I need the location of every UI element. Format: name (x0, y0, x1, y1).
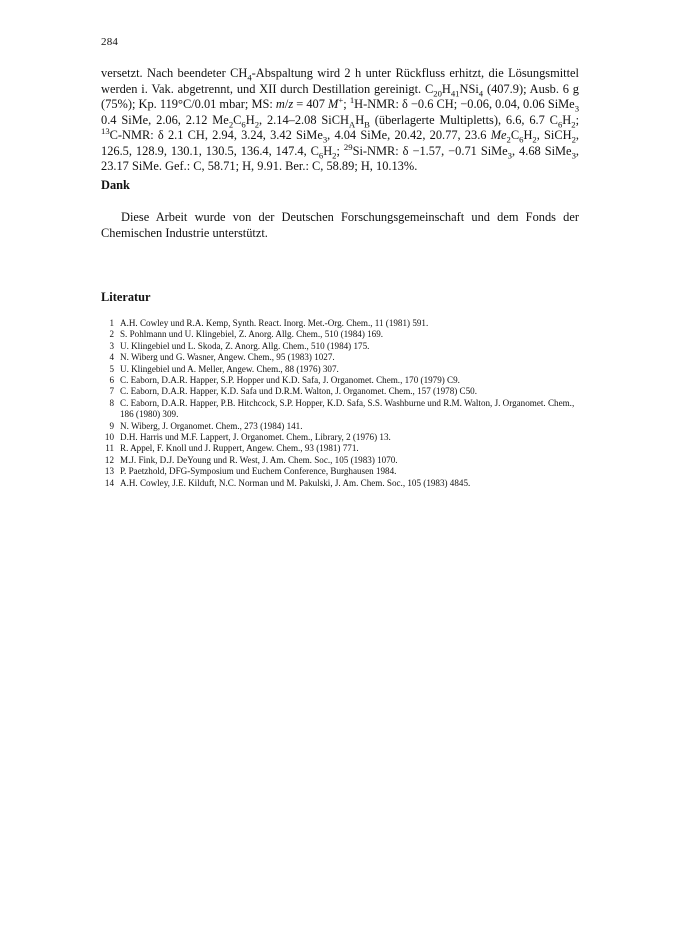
reference-list (101, 318, 579, 489)
reference-number: 3 (109, 340, 114, 351)
reference-number: 9 (109, 420, 114, 431)
reference-number: 4 (109, 352, 114, 363)
reference-number: 13 (104, 466, 114, 477)
reference-text: C. Eaborn, D.A.R. Happer, P.B. Hitchcock, S.P. Hopper, K.D. Safa, S.S. Washburne und R.M. Walton, J. Organomet. Chem., 186 (1980) 309. (120, 397, 575, 420)
reference-text: C. Eaborn, D.A.R. Happer, S.P. Hopper und K.D. Safa, J. Organomet. Chem., 170 (1979) C9. (120, 375, 460, 386)
reference-number: 7 (109, 386, 114, 397)
reference-number: 2 (109, 329, 114, 340)
reference-number: 6 (109, 375, 114, 386)
reference-text: A.H. Cowley und R.A. Kemp, Synth. React. Inorg. Met.-Org. Chem., 11 (1981) 591. (120, 318, 429, 328)
reference-text: D.H. Harris und M.F. Lappert, J. Organomet. Chem., Library, 2 (1976) 13. (120, 432, 391, 443)
reference-item (101, 421, 579, 432)
references-heading: Literatur (101, 290, 151, 304)
reference-item (101, 443, 579, 454)
reference-text: U. Klingebiel und A. Meller, Angew. Chem., 88 (1976) 307. (120, 363, 339, 374)
reference-number: 12 (104, 454, 114, 465)
reference-item (101, 364, 579, 375)
reference-text: N. Wiberg und G. Wasner, Angew. Chem., 95 (1983) 1027. (120, 352, 335, 363)
reference-item (101, 432, 579, 443)
reference-item (101, 318, 579, 329)
reference-item (101, 341, 579, 352)
reference-text: R. Appel, F. Knoll und J. Ruppert, Angew. Chem., 93 (1981) 771. (120, 443, 359, 454)
reference-number: 1 (109, 318, 114, 328)
reference-number: 14 (104, 477, 114, 488)
reference-text: U. Klingebiel und L. Skoda, Z. Anorg. Allg. Chem., 510 (1984) 175. (120, 340, 370, 351)
reference-number: 5 (109, 363, 114, 374)
reference-text: S. Pohlmann und U. Klingebiel, Z. Anorg. Allg. Chem., 510 (1984) 169. (120, 329, 384, 340)
reference-text: M.J. Fink, D.J. DeYoung und R. West, J. Am. Chem. Soc., 105 (1983) 1070. (120, 454, 398, 465)
page-number: 284 (101, 36, 119, 48)
acknowledgement-heading: Dank (101, 178, 130, 192)
reference-item (101, 386, 579, 397)
reference-item (101, 375, 579, 386)
reference-text: P. Paetzhold, DFG-Symposium und Euchem Conference, Burghausen 1984. (120, 466, 397, 477)
reference-item (101, 466, 579, 477)
reference-number: 11 (105, 443, 114, 454)
reference-text: N. Wiberg, J. Organomet. Chem., 273 (1984) 141. (120, 420, 303, 431)
reference-item (101, 455, 579, 466)
reference-text: C. Eaborn, D.A.R. Happer, K.D. Safa und D.R.M. Walton, J. Organomet. Chem., 157 (1978) C50. (120, 386, 477, 397)
reference-item (101, 478, 579, 489)
reference-item (101, 329, 579, 340)
reference-item (101, 398, 579, 421)
acknowledgement-text: Diese Arbeit wurde von der Deutschen Forschungsgemeinschaft und dem Fonds der Chemischen Industrie unterstützt. (101, 210, 579, 240)
reference-item (101, 352, 579, 363)
experimental-continuation: versetzt. Nach beendeter $CH_4$-Abspaltung wird 2 h unter Rückfluss erhitzt, die Lösungsmittel werden i. Vak. abgetrennt, und XII durch Destillation gereinigt. $C_{20}H_{41}NSi_4$ (407.9); Ausb. 6 g (75%); Kp. 119°C/0.01 mbar; MS: m/z = 407 M+; $^1$H-NMR: δ −0.6 CH; −0.06, 0.04, 0.06 SiMe$_3$ 0.4 SiMe, 2.06, 2.12 $Me_2C_6H_2$, 2.14–2.08 $SiCH_AH_B$ (überlagerte Multipletts), 6.6, 6.7 $C_6H_2$; $^{13}$C-NMR: δ 2.1 CH, 2.94, 3.24, 3.42 SiMe$_3$, 4.04 SiMe, 20.42, 20.77, 23.6 $Me_2C_6H_2$, SiCH$_2$, 126.5, 128.9, 130.1, 130.5, 136.4, 147.4, $C_6H_2$; $^{29}$Si-NMR: δ −1.57, −0.71 SiMe$_3$, 4.68 SiMe$_3$, 23.17 SiMe. Gef.: C, 58.71; H, 9.91. Ber.: C, 58.89; H, 10.13%. (101, 66, 580, 173)
reference-text: A.H. Cowley, J.E. Kilduft, N.C. Norman und M. Pakulski, J. Am. Chem. Soc., 105 (1983) 4845. (120, 477, 471, 488)
reference-number: 8 (109, 397, 114, 408)
reference-number: 10 (104, 432, 114, 443)
